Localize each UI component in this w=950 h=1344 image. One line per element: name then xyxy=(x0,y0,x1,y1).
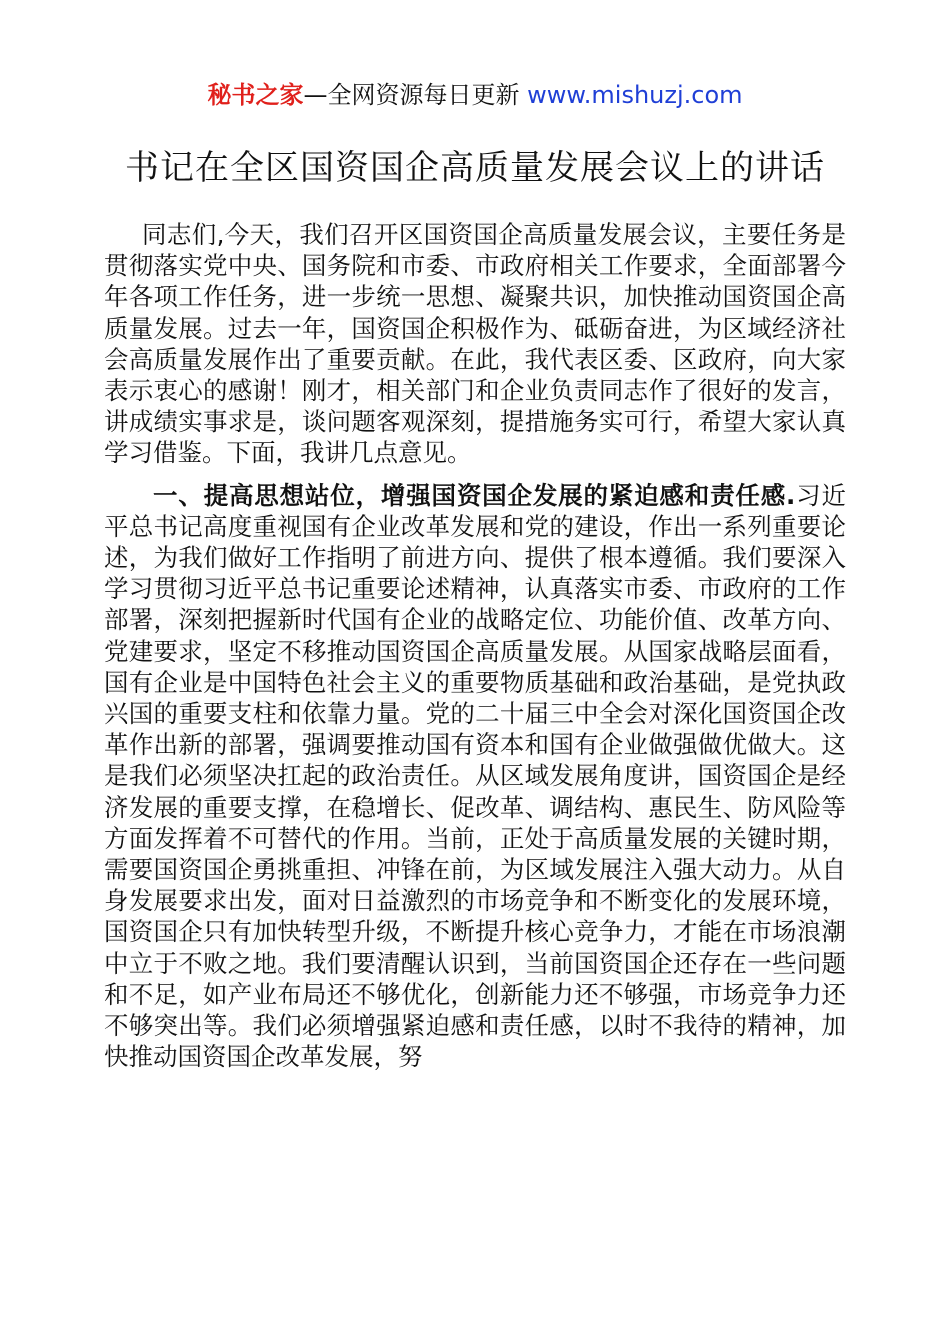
section-1-body: 习近平总书记高度重视国有企业改革发展和党的建设，作出一系列重要论述，为我们做好工作指明了前进方向、提供了根本遵循。我们要深入学习贯彻习近平总书记重要论述精神，认真落实市委、市政府的工作部署，深刻把握新时代国有企业的战略定位、功能价值、改革方向、党建要求，坚定不移推动国资国企高质量发展。从国家战略层面看，国有企业是中国特色社会主义的重要物质基础和政治基础，是党执政兴国的重要支柱和依靠力量。党的二十届三中全会对深化国资国企改革作出新的部署，强调要推动国有资本和国有企业做强做优做大。这是我们必须坚决扛起的政治责任。从区域发展角度讲，国资国企是经济发展的重要支撑，在稳增长、促改革、调结构、惠民生、防风险等方面发挥着不可替代的作用。当前，正处于高质量发展的关键时期，需要国资国企勇挑重担、冲锋在前，为区域发展注入强大动力。从自身发展要求出发，面对日益激烈的市场竞争和不断变化的发展环境，国资国企只有加快转型升级，不断提升核心竞争力，才能在市场浪潮中立于不败之地。我们要清醒认识到，当前国资国企还存在一些问题和不足，如产业布局还不够优化，创新能力还不够强，市场竞争力还不够突出等。我们必须增强紧迫感和责任感，以时不我待的精神，加快推动国资国企改革发展，努 xyxy=(104,480,847,1072)
site-brand: 秘书之家 xyxy=(207,81,304,109)
site-url-link[interactable]: www.mishuzj.com xyxy=(527,81,743,109)
site-tagline: —全网资源每日更新 xyxy=(303,81,528,109)
section-1-paragraph xyxy=(104,480,846,1073)
document-body xyxy=(104,219,846,1083)
section-1-heading: 一、提高思想站位，增强国资国企发展的紧迫感和责任感. xyxy=(153,480,796,510)
site-header xyxy=(0,78,950,112)
opening-paragraph: 同志们,今天，我们召开区国资国企高质量发展会议，主要任务是贯彻落实党中央、国务院和市委、市政府相关工作要求，全面部署今年各项工作任务，进一步统一思想、凝聚共识，加快推动国资国企高质量发展。过去一年，国资国企积极作为、砥砺奋进，为区域经济社会高质量发展作出了重要贡献。在此，我代表区委、区政府，向大家表示衷心的感谢！刚才，相关部门和企业负责同志作了很好的发言，讲成绩实事求是，谈问题客观深刻，提措施务实可行，希望大家认真学习借鉴。下面，我讲几点意见。 xyxy=(104,220,846,468)
document-title: 书记在全区国资国企高质量发展会议上的讲话 xyxy=(125,148,825,188)
